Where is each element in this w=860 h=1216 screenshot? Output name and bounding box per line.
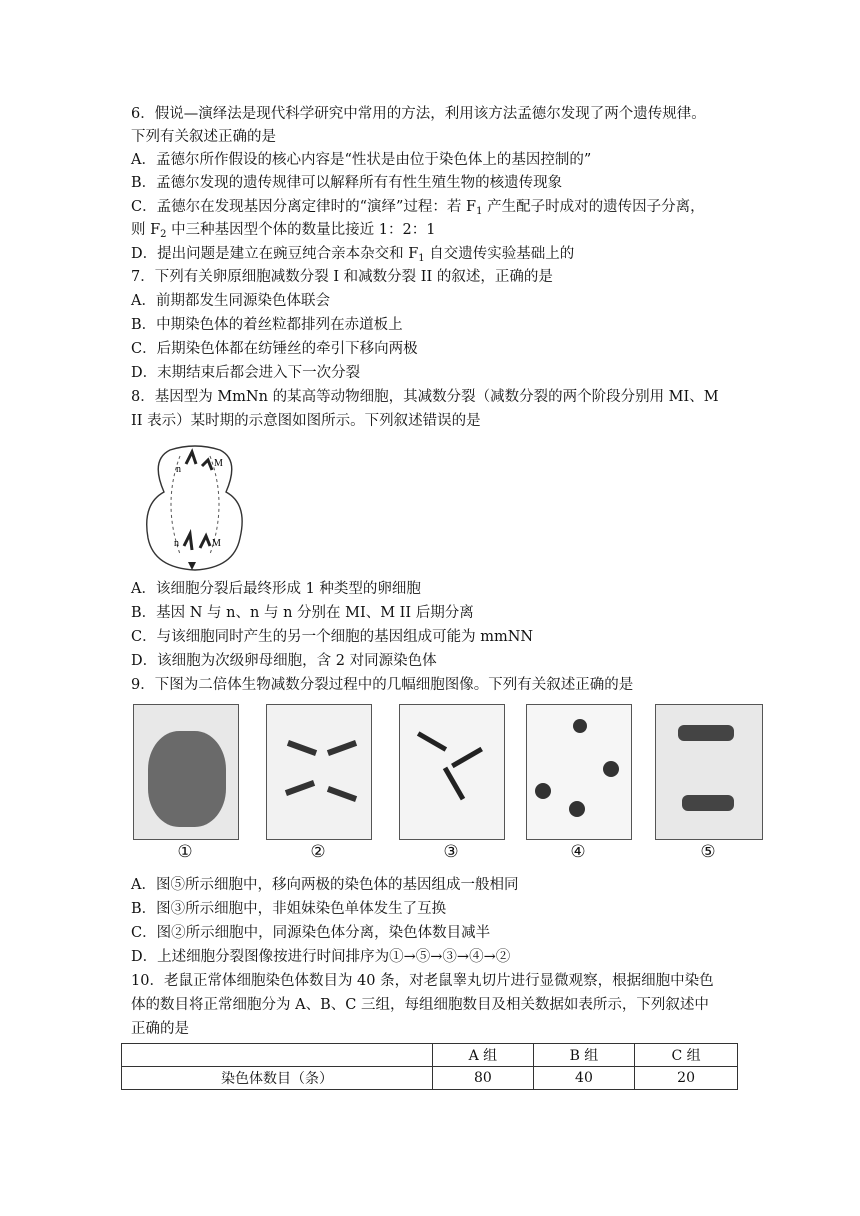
polar-body <box>188 562 196 570</box>
micrograph-5 <box>655 704 763 840</box>
chromosome-bottom-right <box>200 536 210 548</box>
q9-option-d: D．上述细胞分裂图像按进行时间排序为①→⑤→③→④→② <box>131 949 511 965</box>
micrograph-label-3: ③ <box>443 842 459 862</box>
cell-outline <box>147 446 242 570</box>
gene-label-m-bottom: M <box>212 538 221 549</box>
chromosome <box>451 747 483 768</box>
q10-stem-line3: 正确的是 <box>131 1021 189 1037</box>
q9-option-a: A．图⑤所示细胞中，移向两极的染色体的基因组成一般相同 <box>131 877 519 893</box>
q8-stem-line1: 8．基因型为 MmNn 的某高等动物细胞，其减数分裂（减数分裂的两个阶段分别用 MI、M <box>131 389 719 405</box>
q8-option-c: C．与该细胞同时产生的另一个细胞的基因组成可能为 mmNN <box>131 629 534 645</box>
q8-cell-diagram <box>140 442 250 572</box>
table-header-cell <box>122 1044 433 1067</box>
q9-stem: 9．下图为二倍体生物减数分裂过程中的几幅细胞图像。下列有关叙述正确的是 <box>131 677 634 693</box>
q10-data-table <box>121 1043 738 1090</box>
micrograph-4 <box>526 704 632 840</box>
q7-option-a: A．前期都发生同源染色体联会 <box>131 293 330 309</box>
table-row <box>122 1067 738 1090</box>
nucleus <box>569 801 585 817</box>
q6-option-a: A．孟德尔所作假设的核心内容是“性状是由位于染色体上的基因控制的” <box>131 152 592 168</box>
table-header-cell: A 组 <box>433 1044 534 1067</box>
table-row-label: 染色体数目（条） <box>122 1067 433 1090</box>
q7-option-c: C．后期染色体都在纺锤丝的牵引下移向两极 <box>131 341 418 357</box>
micrograph-label-1: ① <box>177 842 193 862</box>
table-header-row <box>122 1044 738 1067</box>
gene-label-m-top: M <box>214 458 223 469</box>
chromosome <box>285 780 315 796</box>
chromosome <box>443 767 465 801</box>
chromosome-cluster-top <box>678 725 734 741</box>
table-cell: 40 <box>533 1067 634 1090</box>
q8-option-a: A．该细胞分裂后最终形成 1 种类型的卵细胞 <box>131 581 421 597</box>
q7-option-b: B．中期染色体的着丝粒都排列在赤道板上 <box>131 317 403 333</box>
chromosome-cluster-bottom <box>682 795 734 811</box>
q6-stem-line2: 下列有关叙述正确的是 <box>131 129 276 145</box>
q8-option-d: D．该细胞为次级卵母细胞，含 2 对同源染色体 <box>131 653 437 669</box>
q6-option-d: D．提出问题是建立在豌豆纯合亲本杂交和 $F_1$ 自交遗传实验基础上的 <box>131 246 575 264</box>
nucleus <box>573 719 587 733</box>
table-header-cell: C 组 <box>635 1044 738 1067</box>
gene-label-n-bottom: n <box>174 538 179 549</box>
nucleus <box>535 783 551 799</box>
micrograph-label-4: ④ <box>570 842 586 862</box>
q8-option-b: B．基因 N 与 n、n 与 n 分别在 MI、M II 后期分离 <box>131 605 474 621</box>
chromosome <box>327 740 357 756</box>
micrograph-label-5: ⑤ <box>700 842 716 862</box>
q6-stem-line1: 6．假说—演绎法是现代科学研究中常用的方法，利用该方法孟德尔发现了两个遗传规律。 <box>131 106 706 122</box>
q9-option-c: C．图②所示细胞中，同源染色体分离，染色体数目减半 <box>131 925 491 941</box>
table-cell: 20 <box>635 1067 738 1090</box>
chromosome-top-left <box>186 452 196 464</box>
chromosome <box>327 786 357 802</box>
table-cell: 80 <box>433 1067 534 1090</box>
gene-label-n-top: n <box>176 464 181 475</box>
q6-option-b: B．孟德尔发现的遗传规律可以解释所有有性生殖生物的核遗传现象 <box>131 175 563 191</box>
micrograph-1 <box>133 704 239 840</box>
q7-option-d: D．末期结束后都会进入下一次分裂 <box>131 365 361 381</box>
q10-stem-line2: 体的数目将正常细胞分为 A、B、C 三组，每组细胞数目及相关数据如表所示，下列叙述中 <box>131 997 709 1013</box>
q7-stem: 7．下列有关卵原细胞减数分裂 I 和减数分裂 II 的叙述，正确的是 <box>131 269 553 285</box>
chromosome <box>287 740 317 756</box>
q9-option-b: B．图③所示细胞中，非姐妹染色单体发生了互换 <box>131 901 447 917</box>
micrograph-2 <box>266 704 372 840</box>
q6-option-c-line1: C．孟德尔在发现基因分离定律时的“演绎”过程：若 $F_1$ 产生配子时成对的遗传因子分离， <box>131 199 705 217</box>
nucleus <box>603 761 619 777</box>
micrograph-label-2: ② <box>310 842 326 862</box>
chromosome-top-right <box>202 460 212 470</box>
chromosome-bottom-left <box>184 534 192 550</box>
micrograph-3 <box>399 704 505 840</box>
q8-stem-line2: II 表示）某时期的示意图如图所示。下列叙述错误的是 <box>131 413 481 429</box>
q10-stem-line1: 10．老鼠正常体细胞染色体数目为 40 条，对老鼠睾丸切片进行显微观察，根据细胞中染色 <box>131 973 714 989</box>
q6-option-c-line2: 则 $F_2$ 中三种基因型个体的数量比接近 1：2：1 <box>131 222 436 240</box>
blob <box>148 731 226 827</box>
table-header-cell: B 组 <box>533 1044 634 1067</box>
chromosome <box>417 731 447 751</box>
